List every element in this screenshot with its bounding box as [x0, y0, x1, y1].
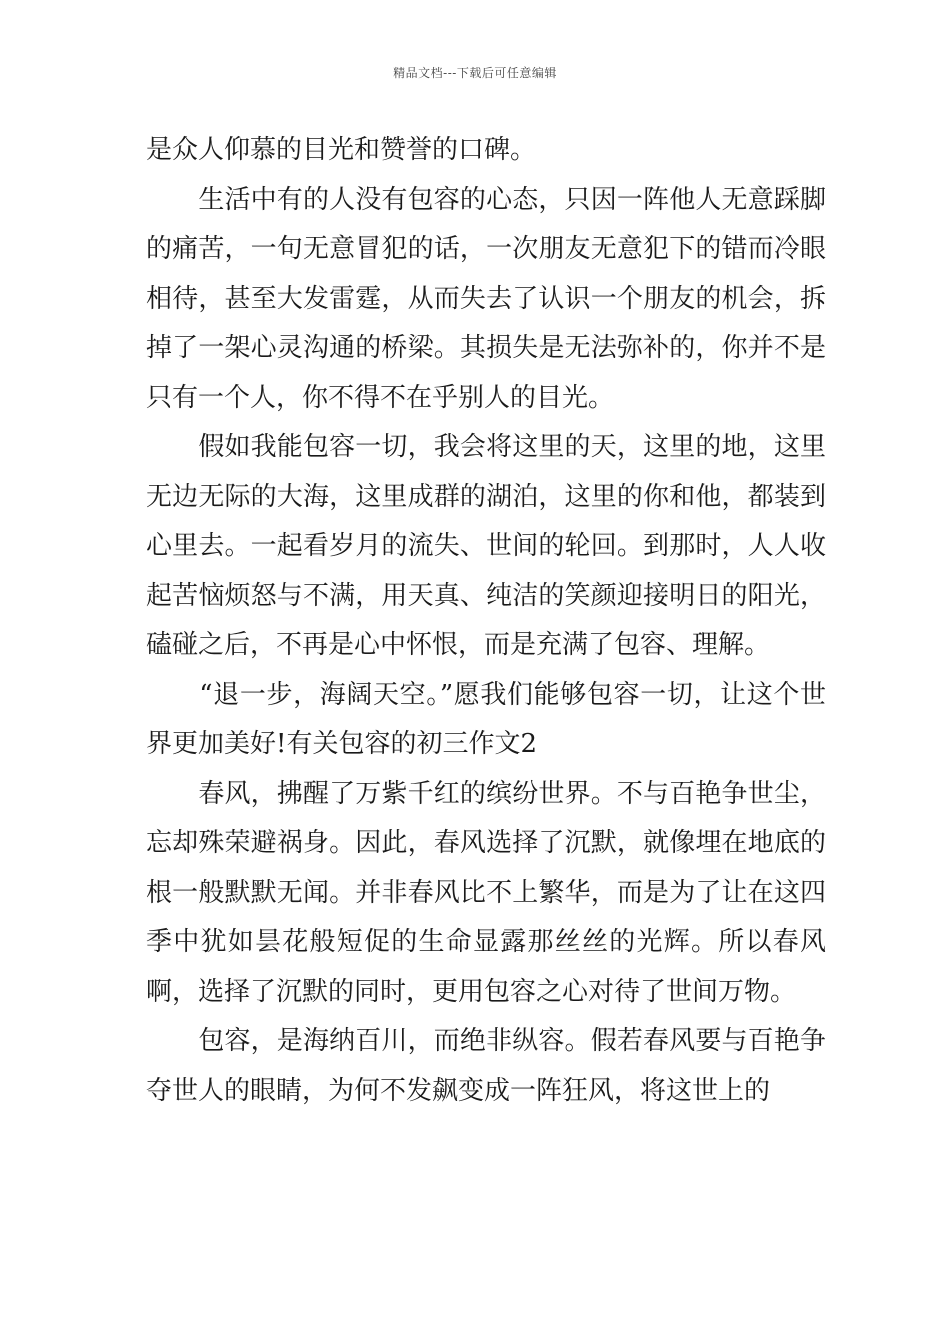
paragraph: 包容，是海纳百川，而绝非纵容。假若春风要与百艳争夺世人的眼睛，为何不发飙变成一阵狂风，将这世上的: [146, 1026, 826, 1106]
document-body: [146, 126, 826, 1116]
paragraph: 是众人仰慕的目光和赞誉的口碑。: [146, 135, 537, 165]
paragraph: 春风，拂醒了万紫千红的缤纷世界。不与百艳争世尘，忘却殊荣避祸身。因此，春风选择了沉默，就像埋在地底的根一般默默无闻。并非春风比不上繁华，而是为了让在这四季中犹如昙花般短促的生命显露那丝丝的光辉。所以春风啊，选择了沉默的同时，更用包容之心对待了世间万物。: [146, 778, 826, 1007]
page-header: 精品文档---下载后可任意编辑: [393, 66, 557, 80]
paragraph: “退一步，海阔天空。”愿我们能够包容一切，让这个世界更加美好!有关包容的初三作文2: [146, 679, 826, 759]
paragraph: 生活中有的人没有包容的心态，只因一阵他人无意踩脚的痛苦，一句无意冒犯的话，一次朋友无意犯下的错而冷眼相待，甚至大发雷霆，从而失去了认识一个朋友的机会，拆掉了一架心灵沟通的桥梁。其损失是无法弥补的，你并不是只有一个人，你不得不在乎别人的目光。: [146, 184, 826, 413]
paragraph: 假如我能包容一切，我会将这里的天，这里的地，这里无边无际的大海，这里成群的湖泊，这里的你和他，都装到心里去。一起看岁月的流失、世间的轮回。到那时，人人收起苦恼烦怒与不满，用天真、纯洁的笑颜迎接明日的阳光，磕碰之后，不再是心中怀恨，而是充满了包容、理解。: [146, 432, 826, 660]
